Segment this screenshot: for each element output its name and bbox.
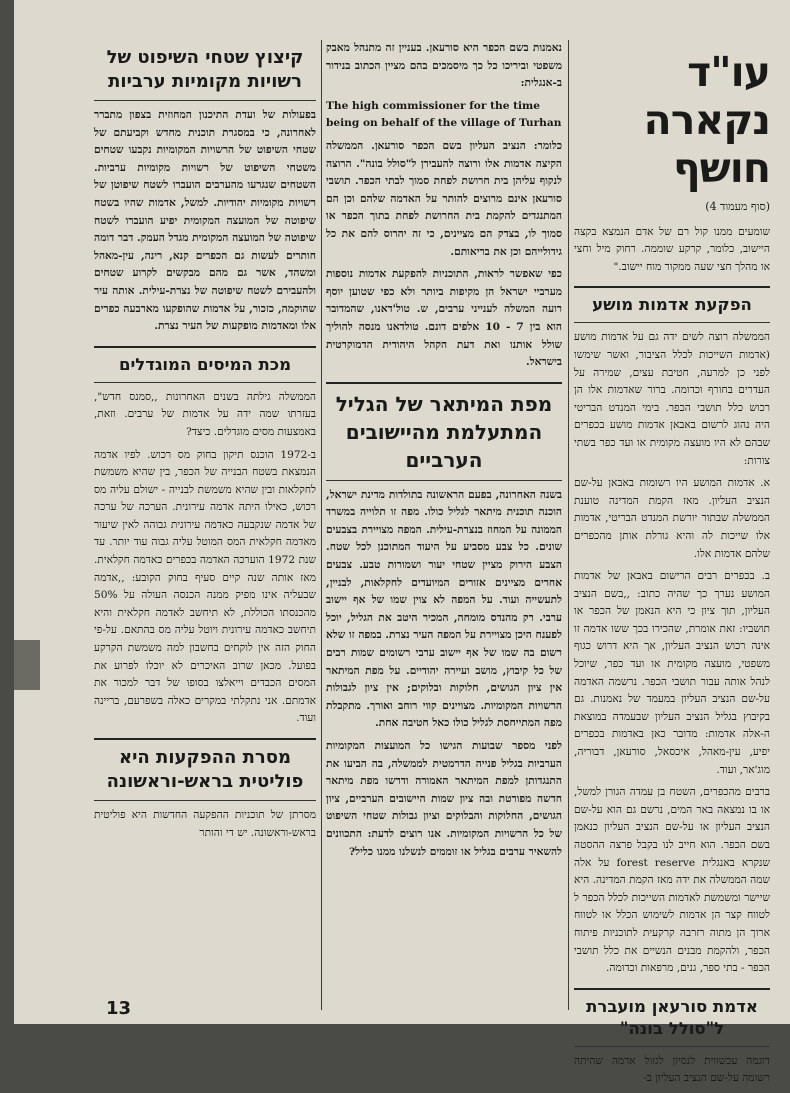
section-heading: הפקעת אדמות מושע [592,295,752,315]
english-quote: The high commissioner for the time being on behalf of the village of Turhan [326,99,562,130]
body-paragraph: בפעולות של ועדת התיכנון המחוזית בצפון מתברר לאחרונה, כי במסגרת תוכנית מחדש וקביעתם של שטחי השיפוט של הרשויות המקומיות נקבעו שטחים משטחי השיפוט של רשויות מקומיות ערביות. השטחים שנגרעו מהערבים הועברו לשטח שיפוטן של רשויות מקומיות יהודיות. למשל, אדמות שהיו בשטח שיפוטה של המועצה המקומית יפיע הועברו לשטח שיפוטה של המועצה המקומית מגדל העמק. דבר דומה חותרים לעשות גם הכפרים קנא, רינה, עין-מאהל ומשהד, אשר גם מהם מבקשים לקרוע שטחים ולהעבירם לשטח שיפוטה של נצרת-עילית. אותה עיר שהוקמה, כזכור, על אדמות שהופקעו מארבעה כפרים אלו ומאדמות מופקעות של העיר נצרת. [94,109,316,333]
body-paragraph: הממשלה גילתה בשנים האחרונות ,,סמנס חדש", בעזרתו שמה ידה על אדמות של ערבים. וזאת, באמצעות מסים מוגדלים. כיצד? [94,390,316,438]
page-number: 13 [106,998,132,1019]
section-divider [574,988,770,990]
section-heading: מפת המיתאר של הגליל המתעלמת מהיישובים הערביים [335,391,553,472]
section-divider [94,100,316,101]
article-column-right [574,40,770,1093]
body-paragraph: לפני מספר שבועות הגישו כל המועצות המקומיות הערביות בגליל פנייה הדרמטית לממשלה, בה הביעו את התנגדותן למפת המיתאר האמורה ודרשו מפת מיתאר חדשה מפורטת ובה ציון שמות היישובים הערביים, ציון הגושים, החלוקות והבלוקים וציון גבולות שטחי השיפוט של כל הרשויות המקומיות. אנו רוצים לדעת: התכוונים להשאיר ערבים בגליל או זוממים לנשלנו ממנו כליל? [326,740,562,858]
section-divider [94,346,316,348]
section-divider [94,382,316,383]
section-divider [326,480,562,481]
column-divider [321,40,322,1010]
body-paragraph: ב-1972 הוכנס תיקון בחוק מס רכוש. לפיו אדמה הנמצאת בשטח הבנייה של הכפר, בין שהיא משמשת לחקלאות ובין שהיא משמשת לבנייה - ישולם עליה מס רכוש, כאילו היתה אדמה עירונית. הערכה של ערכה של אדמה שנקבעה כאדמה עירונית גבוהה לאין שיעור מאדמה חקלאית המס המוטל עליה גבוה עוד יותר. עד שנת 1972 הוערכה האדמה בכפרים כאדמה חקלאית. מאז אותה שנה קיים סעיף בחוק הקובע: ,,אדמה שבעליה אינו מפיק ממנה הכנסה העולה על 50% מהכנסתו הכוללת, לא תיחשב לאדמה חקלאית והיא תיחשב כאדמה עירונית ויוטל עליה מס בהתאם. על-פי החוק הזה אין לוקחים בחשבון למה משמשת הקרקע בפועל. מכאן שרוב האיכרים לא יוכלו לפרוע את המסים הכבדים וייאלצו בסופו של דבר למכור את אדמתם. אני נתקלתי במקרים כאלה בשפרעם, בריינה ועוד. [94,448,316,725]
section-divider [574,322,770,323]
section-divider [326,382,562,384]
body-paragraph: דוגמה עכשווית לנסיון לגזול אדמה שהיתה רשומה על-שם הנציב העליון ב- [574,1054,770,1085]
section-heading: אדמת סורעאן מועברת ל"סולל בונה" [586,996,758,1038]
body-paragraph: נאמנות בשם הכפר היא סורעאן. בעניין זה מתנהל מאבק משפטי וביריכו כל כך מיסמכים בהם מציין הכתוב בנידור ב-אנגלית: [326,42,562,90]
section-heading: קיצוץ שטחי השיפוט של רשויות מקומיות ערביות [106,47,304,92]
column-divider [568,40,569,1010]
body-paragraph: ברבים מהכפרים, השטח בן עמדה הגורן למשל, או בו נמצאה באר המים, נרשם גם הוא על-שם הנציב העליון או על-שם הנציב העליון כנאמן בשם הכפר. הוא חייב לנו בקבל פרצה ההסטה שנקרא באנגלית forest reserve על אלה שמה הממשלה את ידה מאז הקמת המדינה. היא שיישר ומשמשת לאדמות השייכות לכלל הכפר ל לטווח קצר הן אדמות לשימוש הכלל או לטווח ארוך הן מתוה רזרבה קרקעית לתוכניות פיתוח הכפר, ולהקמת מבנים הנשיים את כלל תושבי הכפר - בתי ספר, גנים, מרפאות וכדומה. [574,786,770,975]
section-divider [574,1046,770,1047]
continuation-note: (סוף מעמוד 4) [705,200,770,213]
body-paragraph: א. אדמות המושע היו רשומות באבאן על-שם הנציב העליון. מאז הקמת המדינה טוענת הממשלה שבתור יורשת המנדט הבריטי, אדמות אלו שייכות לה והיא גורלת אותן מהכפרים שלהם אדמות אלו. [574,477,770,560]
section-divider [94,800,316,801]
article-column-middle [326,40,562,866]
body-paragraph: כלומר: הנציב העליון בשם הכפר סורעאן. הממשלה הקיצה אדמות אלו ורוצה להעבירן ל"סולל בונה". הרוצה לנקוף עליהן בית חרושת לפחת סמוך לבתי הכפר. תושבי סורעאן אינם מרוצים להותר על האדמה שלהם וכן הם המתנגדים להקמת בית החרושת לפחת בתוך הכפר או סמוך לו, בצדק הם מציינים, כי זה יהרוס להם את כל גידולייהם וכן את בריאותם. [326,139,562,258]
body-paragraph: כפי שאפשר לראות, התוכניות להפקעת אדמות נוספות מערביי ישראל הן מקיפות ביותר ולא כפי שטוען יוסף רועה המשלה לענייני ערבים, ש. טול'דאנו, שהמדובר הוא בין 7 - 10 אלפים דונם. טולדאנו מנסה להוליך שולל אותנו ואת דעת הקהל היהודית הדמוקרטית בישראל. [326,268,562,369]
body-paragraph: הממשלה רוצה לשים ידה גם על אדמות מושע (אדמות השייכות לכלל הציבור, ואשר שימשו לפני כן למרעה, חטיבת עצים, שמירה על העדרים בחורף וכדומה. ברור שאדמות אלו הן רכוש כלל תושבי הכפר. בימי המנדט הבריטי היה נהוג לרשום באבאן אדמות מושע בכפרים שבהם לא היו מועצה מקומית או ועד כפר בשתי צורות: [574,331,770,467]
intro-paragraph: שומעים ממנו קול רם של אדם הנמצא בקצה היישוב, כלומר, קרקע שוממה. רחוק מיל וחצי או מהלך חצי שעה ממקור מוח יישוב." [574,225,770,273]
section-divider [94,738,316,740]
article-column-left [94,40,316,847]
section-divider [574,286,770,288]
main-headline: עו"ד נקארה חושף [643,48,770,192]
page-corner-shadow [14,640,40,690]
section-heading: מכת המיסים המוגדלים [118,354,292,374]
body-paragraph: מסרתן של תוכניות ההפקעה החדשות היא פוליטית בראש-וראשונה. יש די והותר [94,809,316,839]
newspaper-page [14,0,790,1085]
body-paragraph: בשנה האחרונה, בפעם הראשונה בתולדות מדינת ישראל, הוכנה תוכנית מיתאר לגליל כולו. מפה זו תלוייה במשרד הממונה על המחוז בנצרת-עילית. המפה מצויירת בצבעים שונים. כל צבע מסביע על היעוד המתוכנן לכל שטח. הצבע הירוק מציין שטחי יעור ושמורות טבע. צבעים אחרים מציינים אזורים המיועדים לחקלאות, לבניין, לתעשייה ועוד. על המפה לא צוין שמו של אף יישוב ערבי. רק מהנדס מומחה, המכיר היטב את הגליל, יוכל לפענח היכן מצויירת על המפה העיר נצרת. במפה זו שלא רשום בה שמו של אף יישוב ערבי רשומים שמות רבים של כל קיבוץ, מושב ועיירה יהודיים. על מפת המיתאר אין ציון הגושים, חלוקות ובלוקים; אין ציון לגבולות הרשויות המקומיות. מצויינים קווי רוחב ואורך. מתקבלת מפה המתייחסת לגליל כולו כאל חטיבה אחת. [326,488,562,730]
body-paragraph: ב. בכפרים רבים הרישום באבאן של אדמות המושע נערך כך שהיה כתוב: ,,בשם הנציב העליון, תוך ציון כי היא הנאמן של הכפר או תושביו: זאת אומרת, שהכירו בכך ששו אדמה זו אינה רכוש הנציב העליון, אך היא דרוש כגוף משפטי, מועצה מקומית או ועד כפר, שיוכל לנהל אותה עבור תושבי הכפר. נרשמה האדמה על-שם הנציב העליון במעמד של נאמנות. גם בקיבוץ בגליל הנציב העליון שבעמדה במוצאת ה-אלה אדמות: מדובר כאן באדמות בכפרים יפיע, עין-מאהל, איכסאל, סורעאן, דבוריה, מוג'אר, ועוד. [574,570,770,776]
section-heading: מסרת ההפקעות היא פוליטית בראש-וראשונה [106,747,304,792]
